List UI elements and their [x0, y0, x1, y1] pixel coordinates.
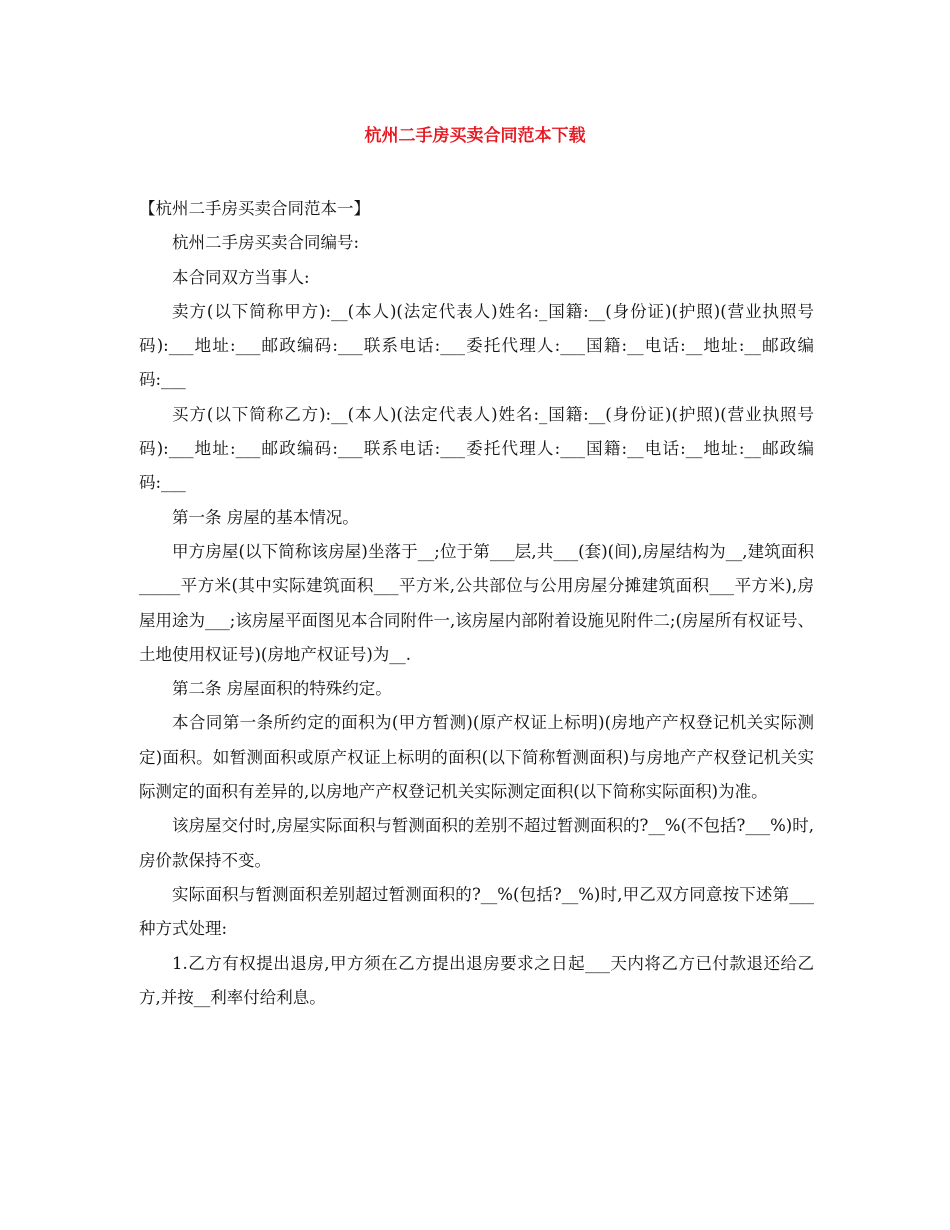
seller-info-paragraph: 卖方(以下简称甲方):__(本人)(法定代表人)姓名:_国籍:__(身份证)(护照)(营业执照号码):___地址:___邮政编码:___联系电话:___委托代理人:___国籍:__电话:__地址:__邮政编码:___	[139, 301, 814, 390]
buyer-info-paragraph: 买方(以下简称乙方):__(本人)(法定代表人)姓名:_国籍:__(身份证)(护照)(营业执照号码):___地址:___邮政编码:___联系电话:___委托代理人:___国籍:__电话:__地址:__邮政编码:___	[139, 404, 814, 493]
parties-intro: 本合同双方当事人:	[172, 267, 310, 287]
article-one-paragraph: 甲方房屋(以下简称该房屋)坐落于__;位于第___层,共___(套)(间),房屋结构为__,建筑面积_____平方米(其中实际建筑面积___平方米,公共部位与公用房屋分摊建筑面积___平方米),房屋用途为___;该房屋平面图见本合同附件一,该房屋内部附着设施见附件二;(房屋所有权证号、土地使用权证号)(房地产权证号)为__.	[139, 541, 814, 664]
refund-clause-paragraph: 1.乙方有权提出退房,甲方须在乙方提出退房要求之日起___天内将乙方已付款退还给乙方,并按__利率付给利息。	[139, 953, 814, 1007]
document-body	[139, 192, 814, 1015]
article-two-paragraph: 本合同第一条所约定的面积为(甲方暂测)(原产权证上标明)(房地产产权登记机关实际测定)面积。如暂测面积或原产权证上标明的面积(以下简称暂测面积)与房地产产权登记机关实际测定的面积有差异的,以房地产产权登记机关实际测定面积(以下简称实际面积)为准。	[139, 713, 814, 802]
area-exceed-paragraph: 实际面积与暂测面积差别超过暂测面积的?__%(包括?__%)时,甲乙双方同意按下述第___种方式处理:	[139, 884, 814, 939]
contract-number-line: 杭州二手房买卖合同编号:	[172, 233, 360, 253]
section-heading: 【杭州二手房买卖合同范本一】	[139, 199, 370, 218]
article-two-heading: 第二条 房屋面积的特殊约定。	[172, 679, 392, 699]
area-difference-paragraph: 该房屋交付时,房屋实际面积与暂测面积的差别不超过暂测面积的?__%(不包括?___%)时,房价款保持不变。	[139, 816, 814, 870]
document-title: 杭州二手房买卖合同范本下载	[364, 126, 586, 146]
article-one-heading: 第一条 房屋的基本情况。	[172, 507, 359, 527]
